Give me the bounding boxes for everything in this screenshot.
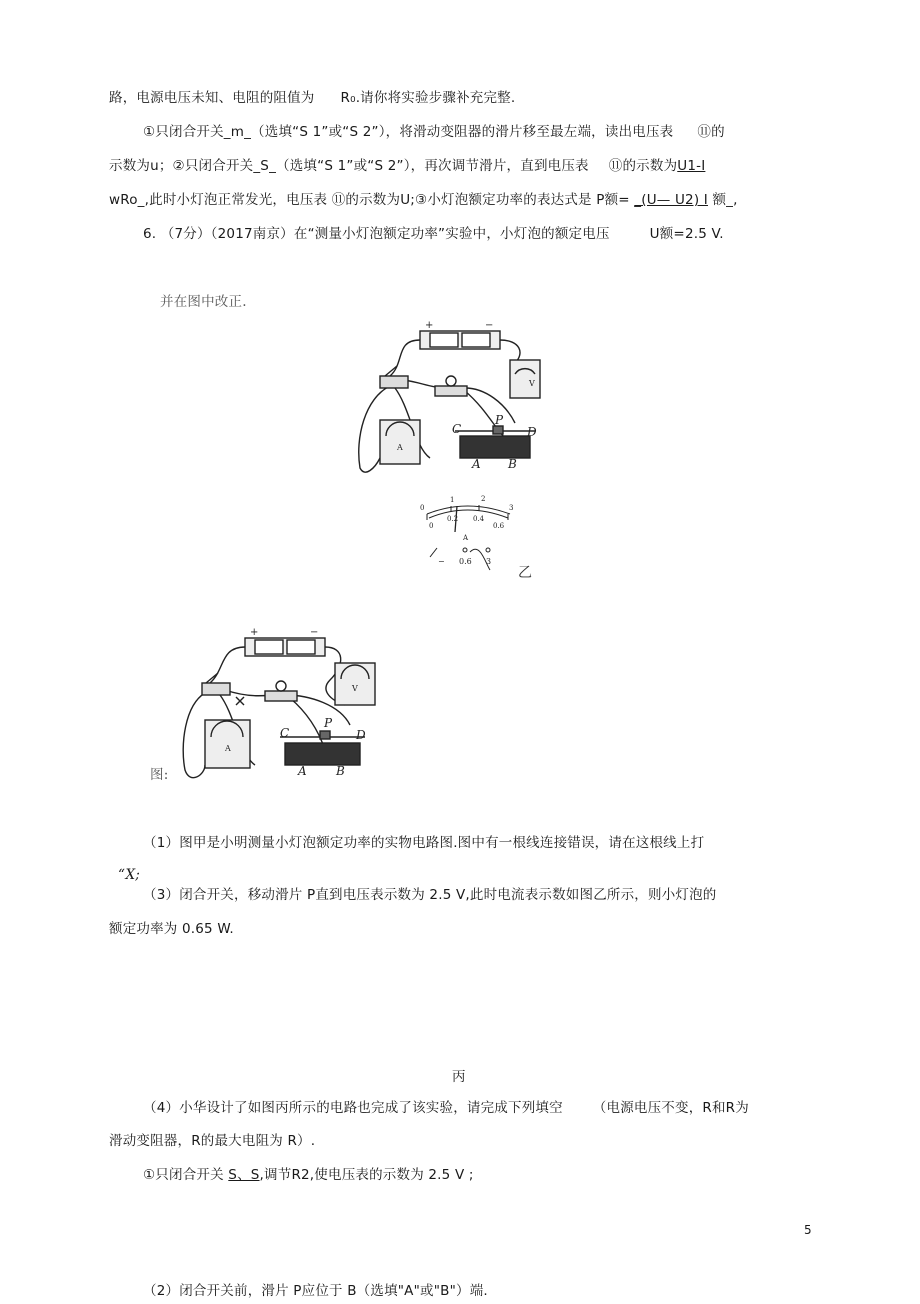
label-V: V	[529, 379, 535, 388]
question-1-cont: “X;	[118, 867, 141, 883]
scale-top-3: 3	[509, 504, 514, 512]
ammeter-scale-figure	[415, 492, 515, 577]
minus-label-2: −	[310, 627, 319, 638]
text-line-2	[143, 123, 725, 141]
label-A: A	[472, 457, 481, 471]
line1-part-a: 路，电源电压未知、电阻的阻值为	[109, 90, 315, 106]
line3-part-a: 示数为u；②只闭合开关_S_（选填“S 1”或“S 2”），再次调节滑片，直到电压表	[109, 158, 589, 174]
question-4-line-1	[143, 1099, 749, 1117]
line4-part-c: 额_,	[707, 192, 738, 208]
scale-top-2: 2	[481, 495, 486, 503]
label-ammeter-A-2: A	[225, 744, 231, 753]
figure-yi-label: 乙	[518, 565, 533, 581]
scale-bottom-3: 0.6	[493, 522, 505, 530]
line1-part-b: R₀.请你将实验步骤补充完整.	[340, 90, 516, 106]
rheostat-icon-2	[285, 743, 360, 765]
text-line-4	[109, 191, 738, 209]
question-2: （2）闭合开关前，滑片 P应位于 B（选填"A"或"B"）端.	[143, 1283, 488, 1299]
label-D: D	[527, 425, 537, 439]
scale-bottom-1: 0.2	[447, 515, 459, 523]
label-A-2: A	[298, 764, 307, 778]
rheostat-icon	[460, 436, 530, 458]
question-3-line-2: 额定功率为 0.65 W.	[109, 921, 234, 937]
label-B-2: B	[336, 764, 345, 778]
line3-part-b: ⑪的示数为	[608, 158, 678, 174]
plus-label-2: +	[250, 627, 259, 638]
question-4-line-1-a: （4）小华设计了如图丙所示的电路也完成了该实验，请完成下列填空	[143, 1100, 563, 1116]
question-3-line-1: （3）闭合开关，移动滑片 P直到电压表示数为 2.5 V,此时电流表示数如图乙所示，则小灯泡的	[143, 887, 717, 903]
label-D-2: D	[356, 728, 366, 742]
question-4-line-3-b: S、S	[228, 1167, 260, 1183]
switch-icon-2	[202, 683, 230, 695]
text-line-6: 并在图中改正.	[160, 294, 247, 310]
question-4-line-3	[143, 1166, 474, 1184]
page-number: 5	[804, 1223, 812, 1237]
label-C-2: C	[280, 726, 290, 740]
figure-bing-label: 丙	[452, 1069, 466, 1085]
text-line-5	[143, 225, 724, 243]
scale-top-1: 1	[450, 496, 455, 504]
text-line-3	[109, 157, 705, 175]
bulb-icon	[435, 386, 467, 396]
question-4-line-1-b: （电源电压不变，R和R为	[592, 1100, 749, 1116]
switch-icon	[380, 376, 408, 388]
question-4-line-3-a: ①只闭合开关	[143, 1167, 229, 1183]
line4-part-b: _(U— U2) I	[634, 192, 708, 208]
scale-bottom-0: 0	[429, 522, 434, 530]
ammeter-icon	[380, 420, 420, 464]
line5-part-b: U额=2.5 V.	[649, 226, 724, 242]
line4-part-a: wRo_,此时小灯泡正常发光，电压表 ⑪的示数为U;③小灯泡额定功率的表达式是 P额=	[109, 192, 635, 208]
label-P-2: P	[324, 716, 333, 730]
scale-bottom-2: 0.4	[473, 515, 485, 523]
terminal-minus: −	[438, 557, 445, 566]
terminal-3: 3	[486, 557, 492, 566]
label-B: B	[508, 457, 517, 471]
bulb-icon-2	[265, 691, 297, 701]
label-P: P	[495, 413, 504, 427]
voltmeter-icon	[510, 360, 540, 398]
text-line-1	[109, 89, 515, 107]
line5-part-a: 6. （7分）（2017南京）在“测量小灯泡额定功率”实验中，小灯泡的额定电压	[143, 226, 610, 242]
plus-label: +	[425, 320, 434, 331]
label-C: C	[452, 422, 462, 436]
label-V-2: V	[352, 684, 358, 693]
circuit-figure-jia	[180, 625, 390, 783]
question-4-line-2: 滑动变阻器，R的最大电阻为 R）.	[109, 1133, 316, 1149]
minus-label: −	[485, 320, 494, 331]
question-1: （1）图甲是小明测量小灯泡额定功率的实物电路图.图中有一根线连接错误，请在这根线上打	[143, 835, 705, 851]
meter-unit: A	[463, 534, 469, 542]
line2-part-b: ⑪的	[697, 124, 725, 140]
circuit-figure-top	[355, 318, 540, 478]
line3-part-c: U1-I	[677, 158, 706, 174]
line2-part-a: ①只闭合开关_m_（选填“S 1”或“S 2”），将滑动变阻器的滑片移至最左端，读出电压表	[143, 124, 674, 140]
scale-top-0: 0	[420, 504, 425, 512]
question-4-line-3-c: ,调节R2,使电压表的示数为 2.5 V ;	[259, 1167, 474, 1183]
terminal-06: 0.6	[459, 557, 472, 566]
figure-jia-label: 图:	[150, 767, 169, 783]
label-ammeter-A: A	[397, 443, 403, 452]
